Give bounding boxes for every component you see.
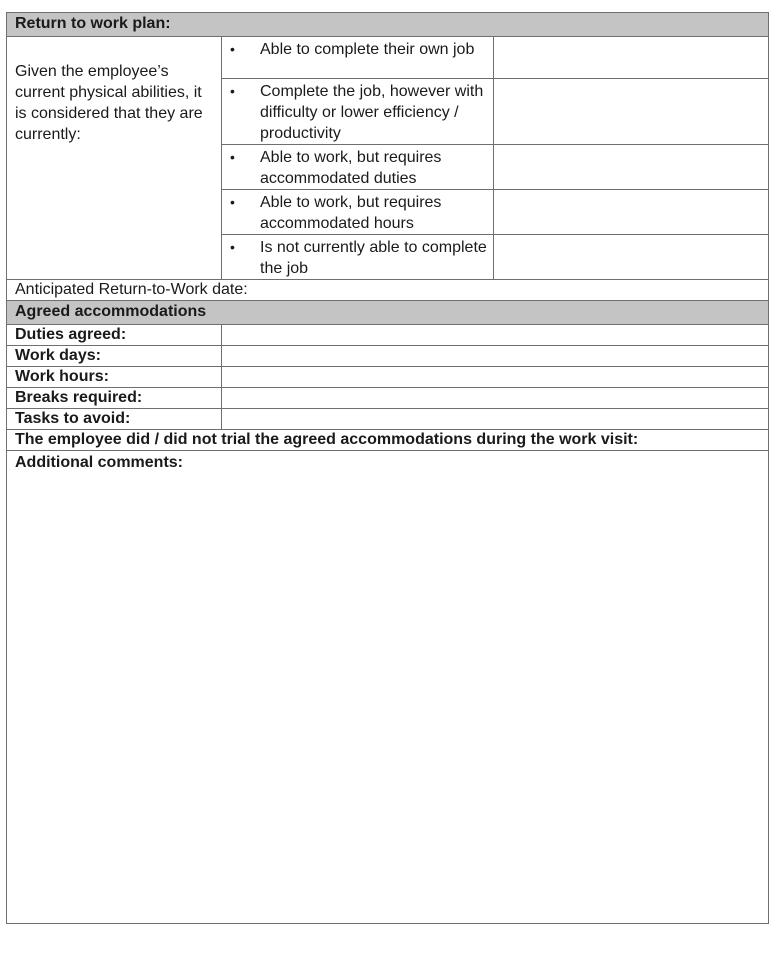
work-days-label: Work days:: [7, 346, 222, 367]
option-label: Able to complete their own job: [260, 41, 475, 58]
bullet-icon: •: [230, 41, 235, 57]
option-label: Able to work, but requires accommodated duties: [260, 149, 442, 187]
tasks-to-avoid-label: Tasks to avoid:: [7, 409, 222, 430]
current-abilities-intro: Given the employee’s current physical abilities, it is considered that they are currently:: [7, 37, 222, 280]
option-response-cell-4[interactable]: [494, 190, 769, 235]
return-to-work-form: [6, 12, 768, 924]
option-accommodated-duties: [222, 145, 494, 190]
option-able-to-complete-own-job: [222, 37, 494, 79]
additional-comments-box[interactable]: [7, 451, 769, 924]
additional-comments-label: Additional comments:: [15, 454, 184, 471]
anticipated-return-date-field[interactable]: Anticipated Return-to-Work date:: [7, 280, 769, 301]
option-accommodated-hours: [222, 190, 494, 235]
breaks-required-input[interactable]: [222, 388, 769, 409]
tasks-to-avoid-input[interactable]: [222, 409, 769, 430]
option-response-cell-1[interactable]: [494, 37, 769, 79]
work-hours-label: Work hours:: [7, 367, 222, 388]
section-title-return-to-work-plan: Return to work plan:: [7, 13, 769, 37]
option-response-cell-2[interactable]: [494, 79, 769, 145]
option-response-cell-5[interactable]: [494, 235, 769, 280]
work-hours-input[interactable]: [222, 367, 769, 388]
option-label: Is not currently able to complete the job: [260, 239, 487, 277]
duties-agreed-input[interactable]: [222, 325, 769, 346]
section-title-agreed-accommodations: Agreed accommodations: [7, 301, 769, 325]
work-days-input[interactable]: [222, 346, 769, 367]
option-response-cell-3[interactable]: [494, 145, 769, 190]
return-to-work-plan-table: [6, 12, 769, 924]
trial-statement[interactable]: The employee did / did not trial the agreed accommodations during the work visit:: [7, 430, 769, 451]
breaks-required-label: Breaks required:: [7, 388, 222, 409]
duties-agreed-label: Duties agreed:: [7, 325, 222, 346]
option-label: Complete the job, however with difficulty or lower efficiency / productivity: [260, 83, 484, 142]
bullet-icon: •: [230, 239, 235, 255]
option-label: Able to work, but requires accommodated hours: [260, 194, 442, 232]
bullet-icon: •: [230, 149, 235, 165]
bullet-icon: •: [230, 194, 235, 210]
option-complete-with-difficulty: [222, 79, 494, 145]
bullet-icon: •: [230, 83, 235, 99]
option-not-able-to-complete-job: [222, 235, 494, 280]
